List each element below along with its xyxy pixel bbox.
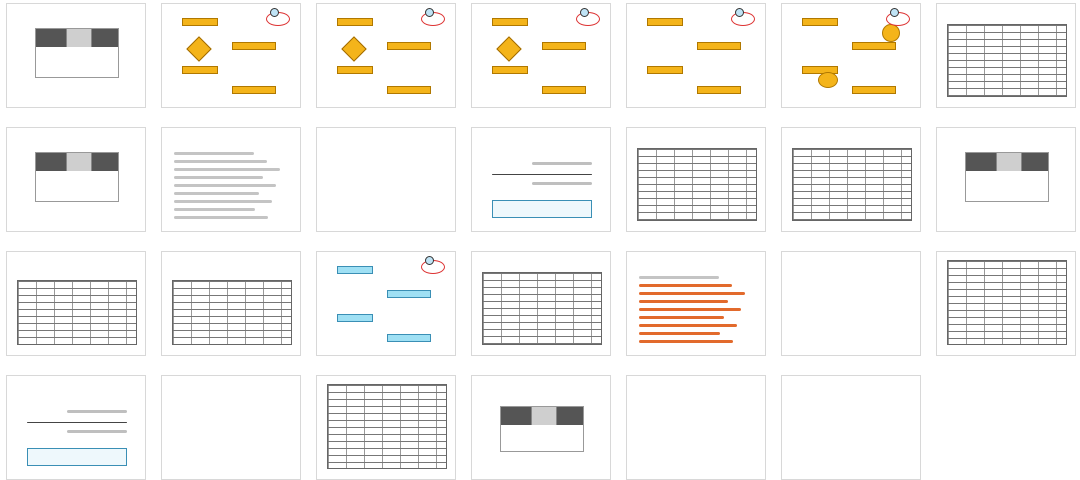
face-icon (425, 8, 434, 17)
slide-thumbnail[interactable] (471, 251, 611, 356)
face-icon (425, 256, 434, 265)
section-photo (66, 29, 92, 47)
flow-step-box (337, 18, 373, 26)
text-line (639, 332, 720, 335)
slide-thumbnail[interactable] (781, 127, 921, 232)
slide-thumbnail[interactable] (161, 3, 301, 108)
data-table (947, 24, 1067, 97)
slide-thumbnail[interactable] (781, 3, 921, 108)
flow-step-box (182, 18, 218, 26)
formula-numerator (67, 410, 127, 413)
text-line (639, 340, 733, 343)
slide-thumbnail[interactable] (6, 3, 146, 108)
flow-step-box (387, 290, 431, 298)
flow-step-box (492, 18, 528, 26)
text-line (174, 216, 268, 219)
flow-step-box (852, 42, 896, 50)
decision-diamond (496, 36, 521, 61)
formula-divider (27, 422, 127, 423)
flow-step-box (852, 86, 896, 94)
text-line (639, 316, 724, 319)
data-table (172, 280, 292, 345)
slide-thumbnail[interactable] (316, 375, 456, 480)
decision-diamond (341, 36, 366, 61)
text-line (174, 208, 255, 211)
slide-thumbnail[interactable] (936, 251, 1076, 356)
flow-step-box (232, 86, 276, 94)
section-title-box (35, 152, 119, 202)
text-line (639, 284, 732, 287)
flow-step-box (182, 66, 218, 74)
face-icon (580, 8, 589, 17)
formula-box (27, 448, 127, 466)
slide-thumbnail[interactable] (626, 3, 766, 108)
text-line (174, 176, 263, 179)
text-line (639, 300, 728, 303)
slide-thumbnail[interactable] (781, 251, 921, 356)
slide-thumbnail[interactable] (471, 375, 611, 480)
data-table (792, 148, 912, 221)
slide-thumbnail[interactable] (161, 127, 301, 232)
flow-step-box (337, 266, 373, 274)
section-photo (66, 153, 92, 171)
formula-denominator (532, 182, 592, 185)
flow-step-box (492, 66, 528, 74)
node-circle (818, 72, 838, 88)
text-line (174, 152, 254, 155)
slide-thumbnail[interactable] (161, 251, 301, 356)
data-table (17, 280, 137, 345)
formula-box (492, 200, 592, 218)
flow-step-box (647, 66, 683, 74)
text-line (639, 292, 745, 295)
flow-step-box (387, 334, 431, 342)
text-line (639, 324, 737, 327)
slide-thumbnail[interactable] (626, 251, 766, 356)
face-icon (890, 8, 899, 17)
slide-thumbnail[interactable] (936, 127, 1076, 232)
slide-thumbnail[interactable] (626, 375, 766, 480)
flow-step-box (542, 42, 586, 50)
data-table (637, 148, 757, 221)
formula-numerator (532, 162, 592, 165)
flow-step-box (542, 86, 586, 94)
slide-thumbnail[interactable] (471, 3, 611, 108)
data-table (482, 272, 602, 345)
flow-step-box (337, 66, 373, 74)
section-title-box (965, 152, 1049, 202)
flow-step-box (387, 86, 431, 94)
text-line (174, 168, 280, 171)
flow-step-box (697, 86, 741, 94)
text-line (639, 308, 741, 311)
slide-thumbnail[interactable] (471, 127, 611, 232)
section-photo (996, 153, 1022, 171)
flow-step-box (232, 42, 276, 50)
slide-thumbnail[interactable] (6, 127, 146, 232)
decision-diamond (186, 36, 211, 61)
section-title-box (500, 406, 584, 452)
section-photo (531, 407, 557, 425)
text-line (174, 192, 259, 195)
slide-thumbnail[interactable] (6, 251, 146, 356)
flow-step-box (647, 18, 683, 26)
slide-thumbnail[interactable] (936, 3, 1076, 108)
slide-thumbnail[interactable] (626, 127, 766, 232)
data-table (947, 260, 1067, 345)
section-title-box (35, 28, 119, 78)
text-line (639, 276, 719, 279)
node-circle (882, 24, 900, 42)
slide-thumbnail[interactable] (161, 375, 301, 480)
slide-thumbnail[interactable] (316, 251, 456, 356)
slide-thumbnail[interactable] (316, 127, 456, 232)
slide-thumbnail[interactable] (316, 3, 456, 108)
face-icon (735, 8, 744, 17)
flow-step-box (802, 18, 838, 26)
face-icon (270, 8, 279, 17)
formula-divider (492, 174, 592, 175)
text-line (174, 200, 272, 203)
slide-thumbnail[interactable] (6, 375, 146, 480)
slide-thumbnail[interactable] (781, 375, 921, 480)
data-table (327, 384, 447, 469)
text-line (174, 160, 267, 163)
flow-step-box (337, 314, 373, 322)
flow-step-box (387, 42, 431, 50)
formula-denominator (67, 430, 127, 433)
text-line (174, 184, 276, 187)
flow-step-box (697, 42, 741, 50)
